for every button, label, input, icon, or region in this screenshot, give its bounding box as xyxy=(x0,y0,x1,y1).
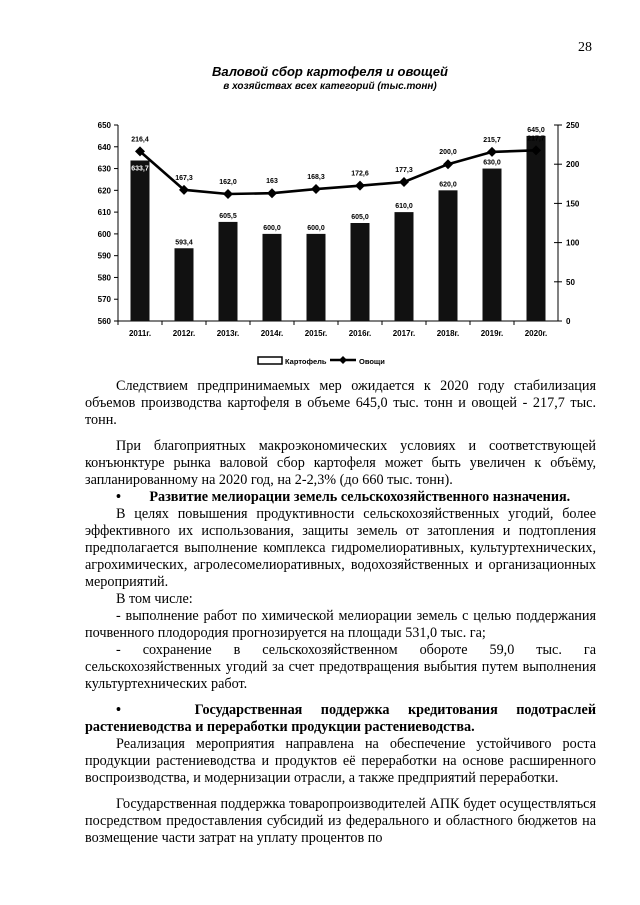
bar xyxy=(351,223,370,321)
bar xyxy=(175,248,194,321)
paragraph-forecast: Следствием предпринимаемых мер ожидается к 2020 году стабилизация объемов производства картофеля в объеме 645,0 тыс. тонн и овощей - 217,7 тыс. тонн. xyxy=(85,378,596,428)
right-tick-label: 0 xyxy=(566,317,571,326)
x-tick-label: 2014г. xyxy=(260,329,284,338)
left-tick-label: 600 xyxy=(97,229,111,239)
paragraph-state-support: Государственная поддержка товаропроизводителей АПК будет осуществляться посредством предоставления субсидий из федерального и областного бюджетов на возмещение части затрат на уплату процентов по xyxy=(85,796,596,846)
x-tick-label: 2017г. xyxy=(392,329,416,338)
left-tick-label: 580 xyxy=(97,273,111,283)
bar xyxy=(219,222,238,321)
right-tick-label: 100 xyxy=(566,238,580,248)
left-tick-label: 610 xyxy=(97,208,111,218)
bar-value-label: 620,0 xyxy=(439,181,457,189)
line-path xyxy=(140,150,536,194)
legend-bar-swatch xyxy=(258,357,282,364)
body-text xyxy=(85,378,596,847)
bar-value-label: 645,0 xyxy=(527,126,545,134)
right-tick-label: 200 xyxy=(566,160,580,170)
legend-line-marker xyxy=(339,356,347,364)
line-point xyxy=(311,184,321,194)
legend-bar-label: Картофель xyxy=(285,357,327,366)
paragraph-implementation: Реализация мероприятия направлена на обеспечение устойчивого роста продукции растениеводства и продуктов её переработки на основе расширенного воспроизводства, и модернизации отрасли, а также предприятий переработки. xyxy=(85,736,596,786)
left-tick-label: 590 xyxy=(97,251,111,261)
bar xyxy=(483,169,502,321)
legend-line-label: Овощи xyxy=(359,357,385,366)
left-tick-label: 650 xyxy=(97,121,111,130)
x-tick-label: 2012г. xyxy=(172,329,196,338)
x-tick-label: 2011г. xyxy=(128,329,152,338)
chart-legend xyxy=(258,356,385,366)
line-point xyxy=(267,188,277,198)
line-value-label: 162,0 xyxy=(219,178,237,186)
line-point xyxy=(399,177,409,187)
bar-value-label: 600,0 xyxy=(307,224,325,232)
bar xyxy=(395,212,414,321)
line-point xyxy=(487,147,497,157)
line-point xyxy=(355,181,365,191)
chart-axes xyxy=(98,121,580,338)
bar-value-label: 593,4 xyxy=(175,239,193,247)
combo-chart xyxy=(0,110,640,372)
line-value-label: 163 xyxy=(266,178,278,186)
bar-value-label: 610,0 xyxy=(395,203,413,211)
line-value-label: 167,3 xyxy=(175,174,193,182)
line-value-label: 200,0 xyxy=(439,149,457,157)
line-point xyxy=(223,189,233,199)
x-tick-label: 2013г. xyxy=(216,329,240,338)
line-value-label: 172,6 xyxy=(351,170,369,178)
paragraph-including: В том числе: xyxy=(116,591,193,607)
line-value-label: 216,4 xyxy=(131,136,149,144)
heading-credit-support: • Государственная поддержка кредитования подотраслей растениеводства и переработки продукции растениеводства. xyxy=(85,702,596,735)
bar xyxy=(307,234,326,321)
bar xyxy=(263,234,282,321)
line-series xyxy=(135,145,541,199)
list-item-preservation: - сохранение в сельскохозяйственном обороте 59,0 тыс. га сельскохозяйственных угодий за счет предотвращения выбытия путем выполнения культуртехнических работ. xyxy=(85,642,596,692)
left-tick-label: 560 xyxy=(97,317,111,326)
line-value-label: 168,3 xyxy=(307,174,325,182)
x-tick-label: 2015г. xyxy=(304,329,328,338)
bar-value-label: 605,5 xyxy=(219,212,237,220)
line-point xyxy=(443,159,453,169)
list-item-chemical: - выполнение работ по химической мелиорации земель с целью поддержания почвенного плодородия прогнозируется на площади 531,0 тыс. га; xyxy=(85,608,596,641)
bar xyxy=(131,160,150,321)
page-number: 28 xyxy=(578,40,592,55)
left-tick-label: 620 xyxy=(97,186,111,196)
chart-subtitle: в хозяйствах всех категорий (тыс.тонн) xyxy=(223,81,437,92)
right-tick-label: 150 xyxy=(566,199,580,209)
bar-value-label: 630,0 xyxy=(483,159,501,167)
line-value-label: 177,3 xyxy=(395,166,413,174)
left-tick-label: 640 xyxy=(97,142,111,152)
x-tick-label: 2020г. xyxy=(524,329,548,338)
bar-value-label: 633,7 xyxy=(131,165,149,173)
paragraph-conditions: При благоприятных макроэкономических условиях и соответствующей конъюнктуре рынка валовой сбор картофеля может быть увеличен к объёму, запланированному на 2020 год, на 2-2,3% (до 660 тыс. тонн). xyxy=(85,438,596,488)
chart-title: Валовой сбор картофеля и овощей xyxy=(212,64,448,79)
line-value-label: 215,7 xyxy=(483,136,501,144)
heading-melioration: • Развитие мелиорации земель сельскохозяйственного назначения. xyxy=(116,489,571,505)
x-tick-label: 2016г. xyxy=(348,329,372,338)
bar xyxy=(527,136,546,321)
bar-value-label: 600,0 xyxy=(263,224,281,232)
x-tick-label: 2018г. xyxy=(436,329,460,338)
line-value-label: 217,7 xyxy=(527,135,545,143)
left-tick-label: 570 xyxy=(97,295,111,305)
paragraph-melioration: В целях повышения продуктивности сельскохозяйственных угодий, более эффективного их использования, защиты земель от затопления и подтопления предполагается выполнение комплекса гидромелиоративных, культуртехнических, агрохимических, агролесомелиоративных, водохозяйственных и организационных мероприятий. xyxy=(85,506,596,590)
bar xyxy=(439,190,458,321)
right-tick-label: 250 xyxy=(566,121,580,130)
x-tick-label: 2019г. xyxy=(480,329,504,338)
left-tick-label: 630 xyxy=(97,164,111,174)
bar-value-label: 605,0 xyxy=(351,214,369,221)
right-tick-label: 50 xyxy=(566,277,575,287)
